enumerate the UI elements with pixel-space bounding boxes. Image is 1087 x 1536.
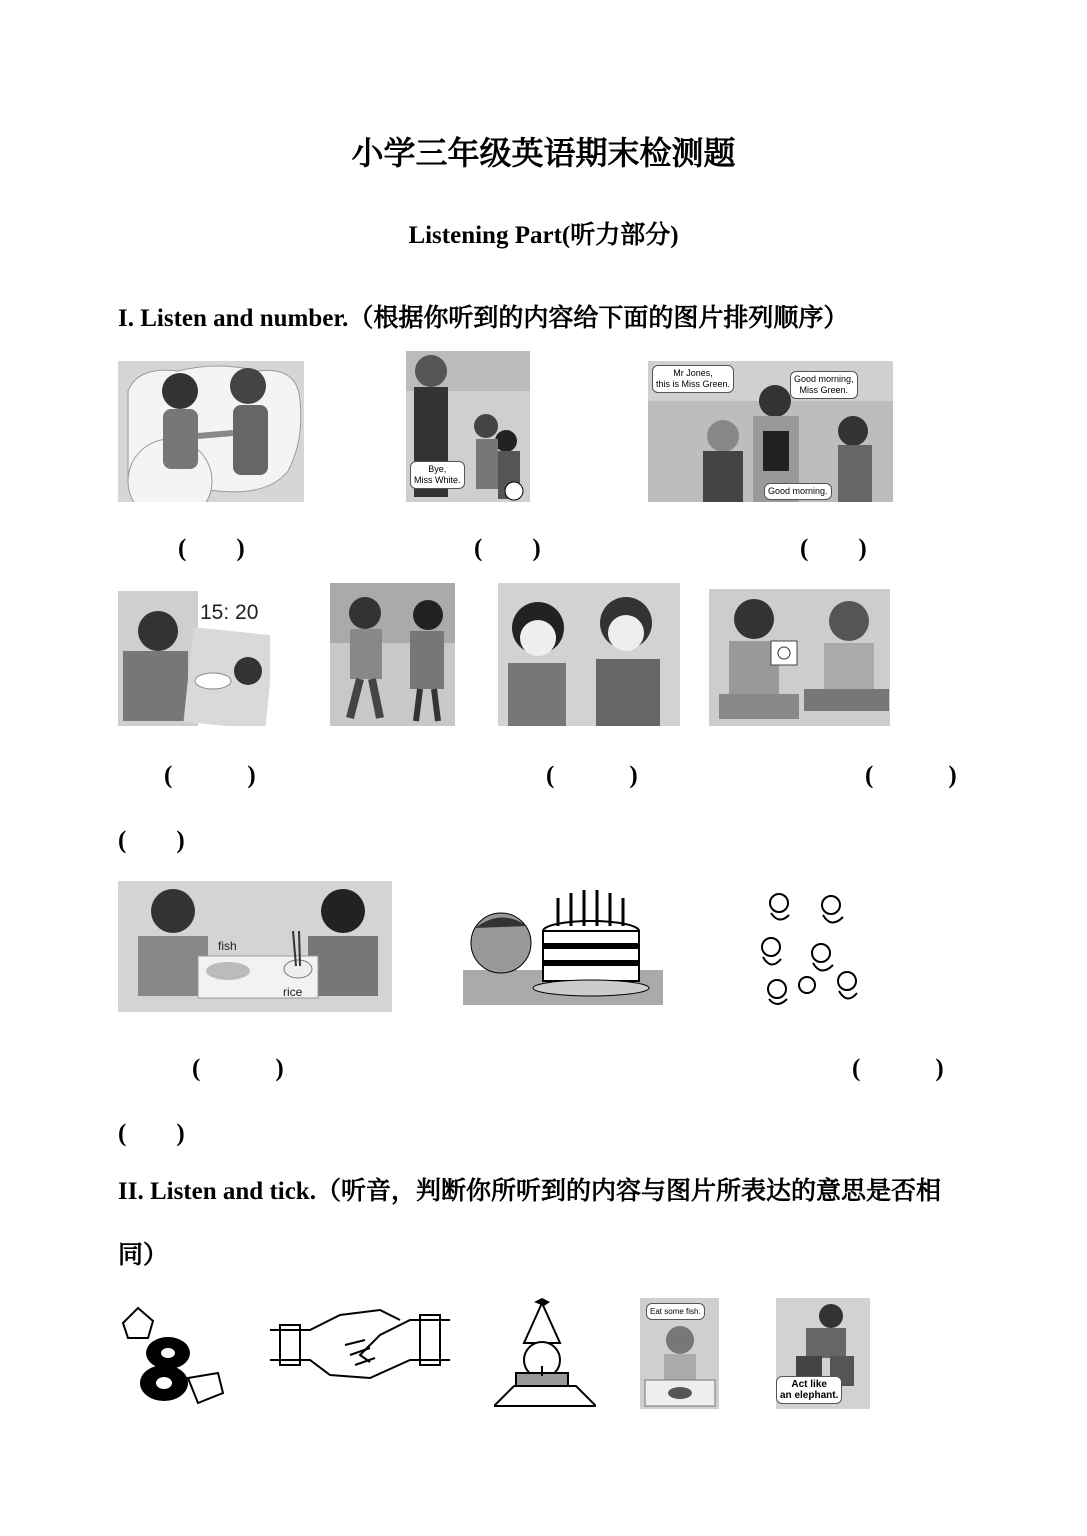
bubble-eat-some-fish: Eat some fish. [646, 1303, 705, 1320]
answer-blank[interactable]: ( ) [118, 827, 185, 854]
bubble-bye: Bye, Miss White. [410, 461, 465, 489]
answer-blank[interactable]: ( ) [865, 762, 957, 789]
picture-bye-miss-white [406, 351, 530, 502]
picture-number-eight-hands [118, 1303, 228, 1409]
page-title: 小学三年级英语期末检测题 [351, 134, 736, 172]
answer-blank[interactable]: ( ) [852, 1055, 944, 1082]
bubble-act-like-elephant: Act like an elephant. [776, 1376, 842, 1404]
picture-birthday-cake [463, 878, 663, 1005]
picture-shaking-hands [118, 361, 304, 502]
section-2-heading: II. Listen and tick.（听音，判断你所听到的内容与图片所表达的意思是否相同） [118, 1178, 941, 1269]
answer-blank[interactable]: ( ) [178, 535, 245, 562]
bubble-good-morning-miss-green: Good morning, Miss Green. [790, 371, 858, 399]
picture-two-boys-waving [498, 583, 680, 726]
picture-clock-waving [118, 591, 270, 726]
answer-blank[interactable]: ( ) [192, 1055, 284, 1082]
picture-monkeys [751, 885, 863, 1010]
picture-playing-with-dog-card [709, 589, 890, 726]
picture-walking-together [330, 583, 455, 726]
picture-handshake [270, 1300, 450, 1386]
answer-blank[interactable]: ( ) [474, 535, 541, 562]
picture-introduction [648, 361, 893, 502]
page-subtitle: Listening Part(听力部分) [408, 222, 679, 249]
label-rice: rice [283, 985, 303, 999]
clock-time: 15: 20 [200, 601, 259, 624]
bubble-mr-jones: Mr Jones, this is Miss Green. [652, 365, 734, 393]
answer-blank[interactable]: ( ) [800, 535, 867, 562]
bubble-good-morning: Good morning. [764, 483, 832, 500]
answer-blank[interactable]: ( ) [546, 762, 638, 789]
picture-party-hat-cake [494, 1298, 596, 1409]
label-fish: fish [218, 939, 237, 953]
section-1-heading: I. Listen and number.（根据你听到的内容给下面的图片排列顺序） [118, 305, 849, 332]
picture-fish-and-rice [118, 881, 392, 1012]
picture-eat-some-fish [640, 1298, 719, 1409]
picture-act-like-elephant [776, 1298, 870, 1409]
answer-blank[interactable]: ( ) [118, 1120, 185, 1147]
answer-blank[interactable]: ( ) [164, 762, 256, 789]
